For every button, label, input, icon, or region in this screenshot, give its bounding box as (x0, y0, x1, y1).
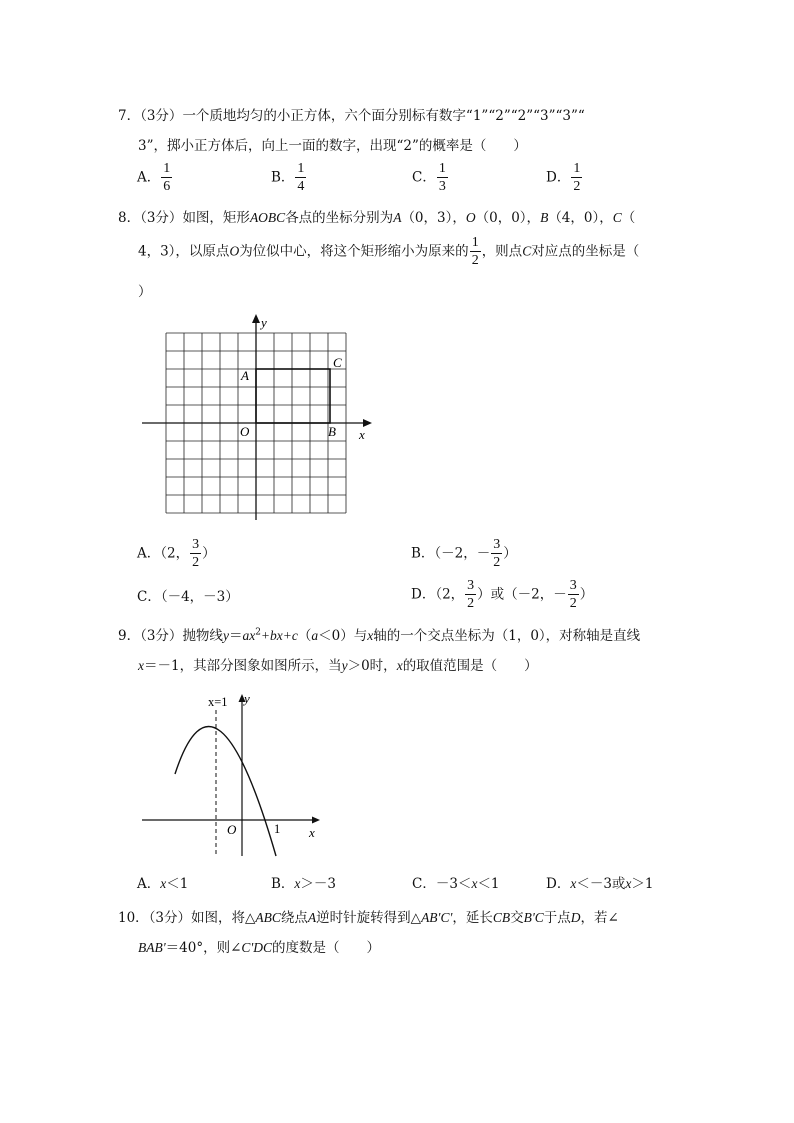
math-var: BAB' (138, 940, 166, 955)
text: （ (297, 628, 312, 644)
numerator: 3 (192, 537, 200, 552)
denominator: 4 (297, 179, 305, 194)
q9-line1 (118, 624, 640, 644)
q8-grid-figure (140, 312, 380, 524)
q9-parabola-figure (140, 686, 340, 861)
denominator: 2 (573, 179, 581, 194)
numerator: 1 (438, 161, 446, 176)
numerator: 1 (297, 161, 305, 176)
q7-line2 (138, 134, 527, 154)
numerator: 3 (569, 578, 577, 593)
fraction (571, 162, 582, 194)
text: 如图，将△ (191, 910, 256, 926)
text: ） (579, 586, 594, 603)
math-var: x (570, 876, 577, 891)
text: 对应点的坐标是（ (531, 243, 640, 260)
denominator: 3 (438, 179, 446, 194)
option-label: C． (137, 589, 161, 605)
q7-line1 (118, 104, 585, 124)
text: （ (621, 210, 636, 226)
math-var: x (396, 658, 403, 673)
q10-line2 (138, 936, 380, 956)
rectangle-aobc (256, 369, 330, 423)
text: ） (503, 545, 517, 562)
text: ＝40°，则∠ (165, 940, 242, 956)
exponent: 2 (255, 627, 261, 638)
denominator: 6 (163, 179, 171, 194)
math-var: C (612, 210, 622, 225)
math-var: CB (492, 910, 511, 925)
text: 逆时针旋转得到△ (316, 910, 422, 926)
denominator: 2 (471, 253, 479, 268)
text: （2， (435, 586, 465, 603)
option-label: A． (137, 876, 161, 892)
denominator: 2 (467, 596, 475, 611)
text: ＝－1，其部分图象如图所示，当 (144, 658, 342, 674)
fraction (161, 162, 172, 194)
option-label: C． (412, 876, 436, 892)
text: －3＜ (435, 876, 472, 892)
q7-option-a[interactable] (137, 162, 173, 194)
option-label: D． (546, 876, 571, 892)
text: ） (138, 284, 152, 300)
text: （－4，－3） (160, 589, 239, 605)
text: （4，0）， (548, 210, 613, 226)
math-var: ax (242, 628, 256, 643)
q7-text-2: 3”，掷小正方体后，向上一面的数字，出现“2”的概率是（ ） (138, 138, 527, 154)
text: （0，3）， (401, 210, 466, 226)
y-axis (239, 694, 246, 856)
text: ＜－3或 (576, 876, 626, 892)
q8-line1 (118, 206, 635, 226)
math-var: x (294, 876, 301, 891)
text: 的度数是（ ） (272, 940, 381, 956)
q9-number: 9． (118, 628, 141, 644)
text: ，若∠ (580, 910, 619, 926)
q8-option-d[interactable] (411, 579, 593, 611)
fraction (568, 579, 579, 611)
math-var: AOBC (249, 210, 286, 225)
math-var: B (540, 210, 549, 225)
math-var: C (522, 243, 532, 259)
q9-score: （3分） (140, 628, 183, 644)
q8-line3 (138, 280, 152, 300)
q8-line2 (138, 236, 639, 268)
math-var: x (625, 876, 632, 891)
point-c-label: C (333, 355, 342, 370)
math-var: y (341, 658, 348, 673)
math-var: x (138, 658, 144, 673)
numerator: 1 (471, 235, 479, 250)
text: 4，3），以原点 (138, 243, 230, 260)
text: ＜1 (477, 876, 500, 892)
text: 于点 (543, 910, 571, 926)
math-var: O (229, 243, 240, 259)
math-var: ABC (255, 910, 281, 925)
option-label: B． (411, 545, 435, 562)
fraction (470, 236, 481, 268)
text: ＞－3 (300, 876, 337, 892)
q7-option-c[interactable] (412, 162, 449, 194)
text: 各点的坐标分别为 (285, 210, 394, 226)
text: 为位似中心，将这个矩形缩小为原来的 (239, 243, 469, 260)
symmetry-axis-label: x=1 (208, 695, 228, 709)
text: （－2，－ (434, 545, 491, 562)
q8-number: 8． (118, 210, 141, 226)
text: ＜1 (166, 876, 189, 892)
parabola-curve (175, 726, 276, 856)
text: ＞1 (631, 876, 654, 892)
fraction (190, 538, 201, 570)
q7-number: 7． (118, 108, 141, 124)
point-a-label: A (241, 368, 249, 383)
text: ） (202, 545, 216, 562)
q8-score: （3分） (140, 210, 183, 226)
math-var: A (307, 910, 317, 925)
y-axis-label: y (244, 691, 250, 706)
text: ＝ (228, 628, 243, 644)
text: 的取值范围是（ ） (402, 658, 538, 674)
math-var: A (393, 210, 402, 225)
option-label: B． (271, 876, 295, 892)
math-var: x (160, 876, 167, 891)
y-axis-label: y (261, 315, 267, 330)
q9-option-b[interactable] (271, 872, 336, 892)
q7-option-b[interactable] (271, 162, 307, 194)
option-label: D． (411, 586, 436, 603)
math-var: B'C (523, 910, 544, 925)
fraction (491, 538, 502, 570)
tick-label-1: 1 (274, 822, 281, 836)
option-label: B． (271, 169, 295, 186)
math-var: AB'C' (421, 910, 453, 925)
math-var: +bx+c (260, 628, 298, 643)
x-axis-label: x (309, 825, 315, 840)
fraction (437, 162, 448, 194)
math-var: x (471, 876, 478, 891)
origin-label: O (240, 424, 250, 439)
text: （0，0）， (475, 210, 541, 226)
point-b-label: B (328, 424, 336, 439)
numerator: 3 (467, 578, 475, 593)
q9-option-a[interactable] (137, 872, 188, 892)
option-label: A． (137, 169, 161, 186)
fraction (295, 162, 306, 194)
q10-score: （3分） (148, 910, 192, 926)
q8-option-a[interactable] (137, 538, 216, 570)
text: 交 (510, 910, 524, 926)
q10-line1 (118, 906, 619, 926)
q9-option-d[interactable] (546, 872, 654, 892)
math-var: x (367, 628, 374, 643)
math-var: y (222, 628, 229, 643)
math-var: O (465, 210, 476, 225)
fraction (465, 579, 476, 611)
option-label: A． (137, 545, 161, 562)
q7-score: （3分） (140, 108, 183, 124)
denominator: 2 (192, 555, 200, 570)
denominator: 2 (493, 555, 501, 570)
q7-option-d[interactable] (546, 162, 583, 194)
numerator: 1 (573, 161, 581, 176)
numerator: 3 (493, 537, 501, 552)
q9-line2 (138, 654, 538, 674)
origin-label: O (227, 822, 237, 837)
text: （2， (160, 545, 190, 562)
text: ，则点 (481, 243, 523, 260)
text: 抛物线 (182, 628, 223, 644)
text: 绕点 (280, 910, 308, 926)
text: ＜0）与 (318, 628, 368, 644)
text: 轴的一个交点坐标为（1，0），对称轴是直线 (373, 628, 641, 644)
math-var: a (311, 628, 319, 643)
math-var: D (570, 910, 581, 925)
q10-number: 10． (118, 910, 149, 926)
text: ，延长 (452, 910, 493, 926)
text: ＞0时， (347, 658, 397, 674)
x-axis-label: x (359, 427, 365, 442)
option-label: D． (546, 169, 571, 186)
q7-text-1: 一个质地均匀的小正方体，六个面分别标有数字“1”“2”“2”“3”“3”“ (182, 108, 585, 124)
denominator: 2 (569, 596, 577, 611)
text: ）或（－2，－ (477, 586, 567, 603)
math-var: C'DC (241, 940, 273, 955)
q8-option-b[interactable] (411, 538, 517, 570)
q9-option-c[interactable] (412, 872, 500, 892)
numerator: 1 (163, 161, 171, 176)
option-label: C． (412, 169, 436, 186)
text: 如图，矩形 (182, 210, 250, 226)
q8-option-c[interactable] (137, 585, 239, 605)
